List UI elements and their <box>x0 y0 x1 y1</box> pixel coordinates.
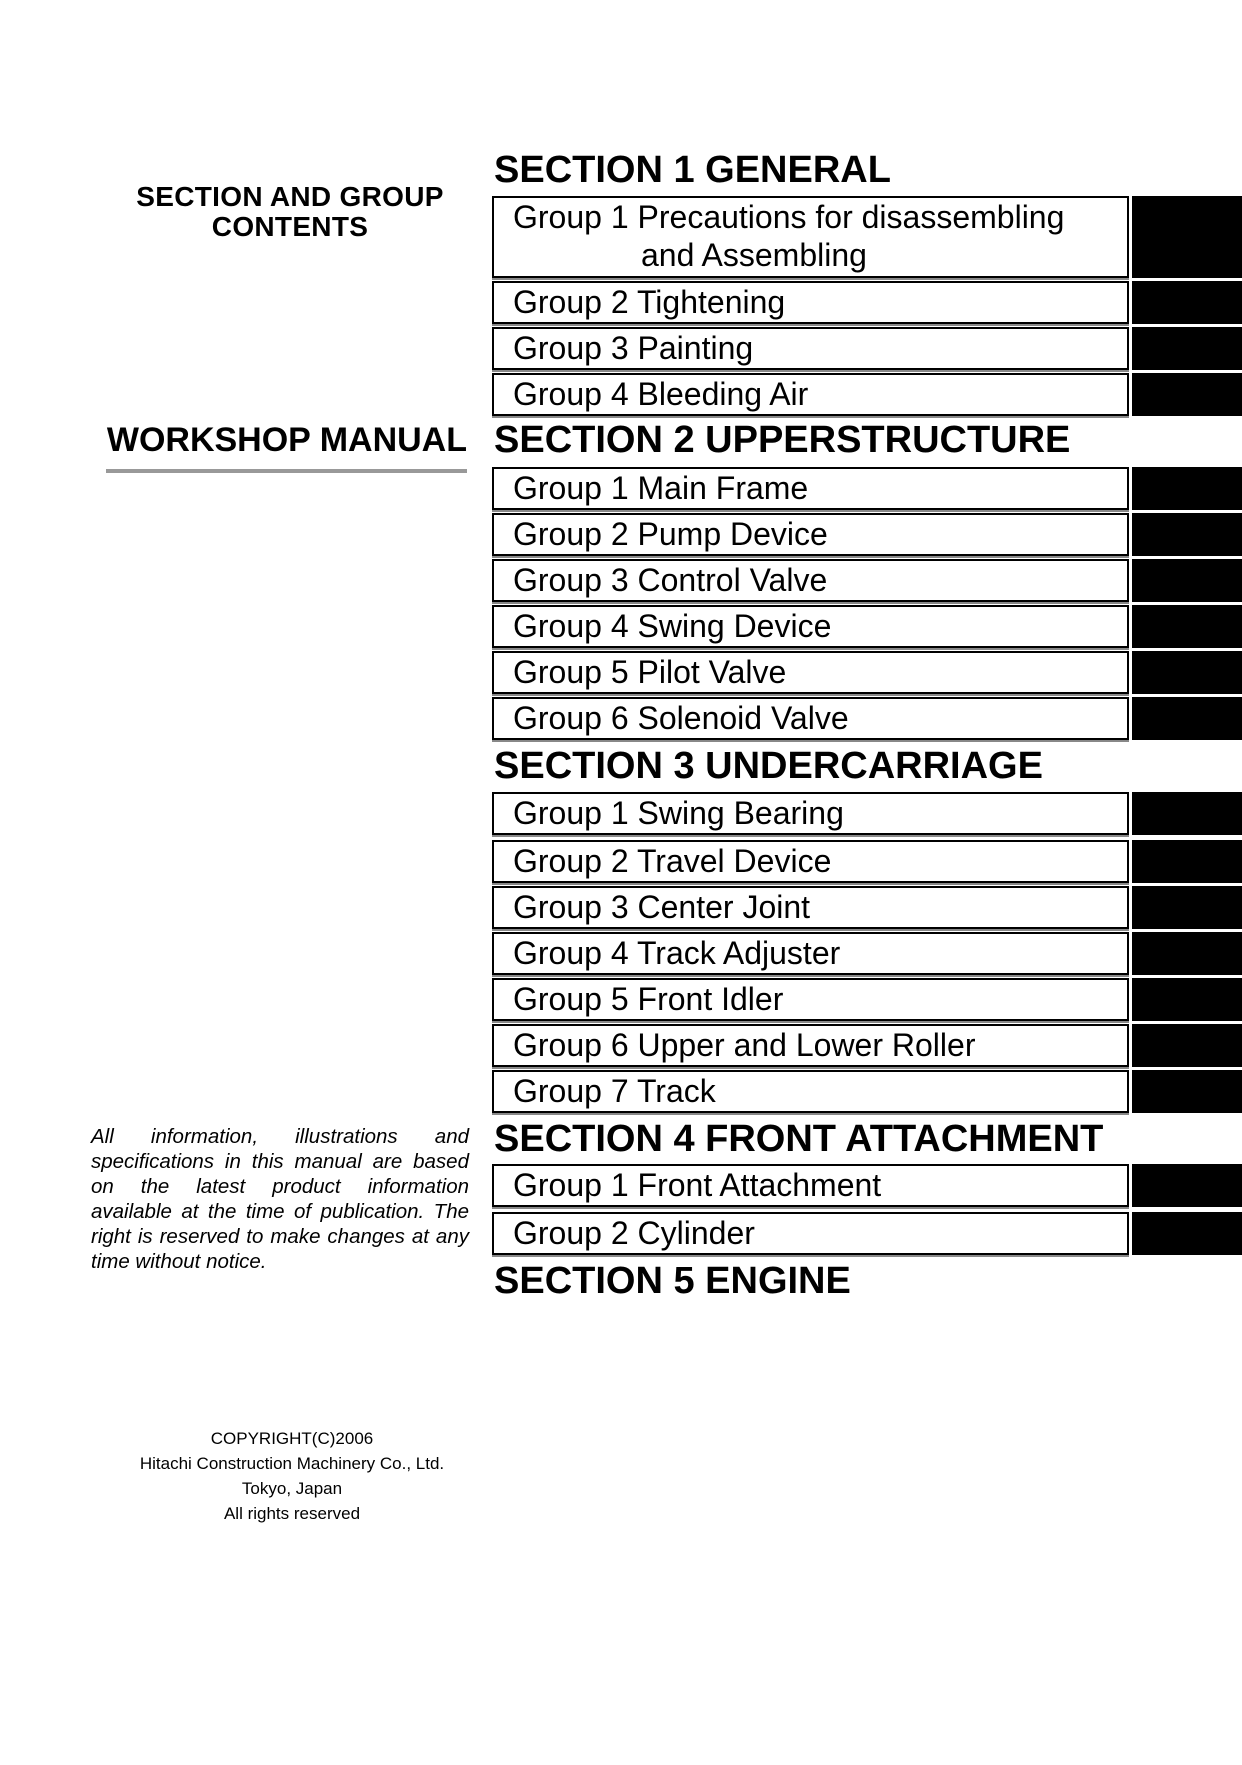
group-label: Group 3 Painting <box>513 330 754 366</box>
group-row[interactable] <box>492 467 1242 510</box>
section-tab-mark <box>1132 697 1242 740</box>
group-row[interactable] <box>492 281 1242 324</box>
group-row[interactable] <box>492 792 1242 835</box>
group-label: Group 5 Front Idler <box>513 981 784 1017</box>
group-row[interactable] <box>492 1070 1242 1113</box>
group-row[interactable] <box>492 1164 1242 1207</box>
group-row[interactable] <box>492 1024 1242 1067</box>
group-row[interactable] <box>492 373 1242 416</box>
group-label: Group 2 Cylinder <box>513 1215 755 1251</box>
group-label: Group 4 Bleeding Air <box>513 376 809 412</box>
group-label: Group 2 Pump Device <box>513 516 828 552</box>
section-tab-mark <box>1132 281 1242 324</box>
section-tab-mark <box>1132 651 1242 694</box>
section-tab-mark <box>1132 1024 1242 1067</box>
section-tab-mark <box>1132 1212 1242 1255</box>
section-title-1: SECTION 1 GENERAL <box>494 149 891 191</box>
group-label: Group 3 Control Valve <box>513 562 828 598</box>
section-tab-mark <box>1132 559 1242 602</box>
group-label: Group 1 Precautions for disassembling <box>513 199 1065 235</box>
section-tab-mark <box>1132 196 1242 278</box>
group-label: Group 1 Swing Bearing <box>513 795 844 831</box>
group-row[interactable] <box>492 327 1242 370</box>
group-label: Group 1 Main Frame <box>513 470 809 506</box>
group-label: Group 6 Upper and Lower Roller <box>513 1027 976 1063</box>
section-tab-mark <box>1132 792 1242 835</box>
section-tab-mark <box>1132 1164 1242 1207</box>
group-label: Group 6 Solenoid Valve <box>513 700 849 736</box>
copyright-block <box>100 1426 484 1526</box>
section-tab-mark <box>1132 886 1242 929</box>
group-row[interactable] <box>492 1212 1242 1255</box>
group-label: Group 5 Pilot Valve <box>513 654 787 690</box>
section-tab-mark <box>1132 605 1242 648</box>
section-group-contents-title <box>110 182 470 242</box>
section-title-5: SECTION 5 ENGINE <box>494 1260 851 1302</box>
section-tab-mark <box>1132 840 1242 883</box>
group-label: Group 2 Travel Device <box>513 843 832 879</box>
group-row[interactable] <box>492 513 1242 556</box>
section-tab-mark <box>1132 327 1242 370</box>
group-row[interactable] <box>492 978 1242 1021</box>
copyright-line: COPYRIGHT(C)2006 <box>210 1429 374 1448</box>
section-tab-mark <box>1132 467 1242 510</box>
section-tab-mark <box>1132 978 1242 1021</box>
group-label: Group 1 Front Attachment <box>513 1167 882 1203</box>
section-tab-mark <box>1132 373 1242 416</box>
group-label: Group 2 Tightening <box>513 284 786 320</box>
section-title-4: SECTION 4 FRONT ATTACHMENT <box>494 1118 1104 1160</box>
group-row[interactable] <box>492 697 1242 740</box>
group-label-continued: and Assembling <box>641 237 867 273</box>
group-row[interactable] <box>492 932 1242 975</box>
group-row[interactable] <box>492 605 1242 648</box>
group-label: Group 3 Center Joint <box>513 889 811 925</box>
workshop-manual-title: WORKSHOP MANUAL <box>106 421 467 459</box>
section-tab-mark <box>1132 932 1242 975</box>
section-tab-mark <box>1132 1070 1242 1113</box>
section-title-3: SECTION 3 UNDERCARRIAGE <box>494 745 1043 787</box>
section-tab-mark <box>1132 513 1242 556</box>
copyright-line: Tokyo, Japan <box>241 1479 343 1498</box>
disclaimer-text: All information, illustrations and specifications in this manual are based on the latest product information available at the time of publication. The right is reserved to make changes at any time without notice. <box>91 1125 469 1273</box>
group-row[interactable] <box>492 840 1242 883</box>
workshop-manual-rule <box>106 469 467 473</box>
section-title-2: SECTION 2 UPPERSTRUCTURE <box>494 419 1071 461</box>
section-group-contents-line2: CONTENTS <box>211 211 369 242</box>
copyright-line: Hitachi Construction Machinery Co., Ltd. <box>139 1454 445 1473</box>
group-label: Group 4 Track Adjuster <box>513 935 841 971</box>
group-row[interactable] <box>492 559 1242 602</box>
group-row[interactable] <box>492 196 1242 278</box>
group-row[interactable] <box>492 651 1242 694</box>
group-label: Group 4 Swing Device <box>513 608 832 644</box>
copyright-line: All rights reserved <box>223 1504 361 1523</box>
section-group-contents-line1: SECTION AND GROUP <box>136 181 444 212</box>
group-row[interactable] <box>492 886 1242 929</box>
group-label: Group 7 Track <box>513 1073 716 1109</box>
